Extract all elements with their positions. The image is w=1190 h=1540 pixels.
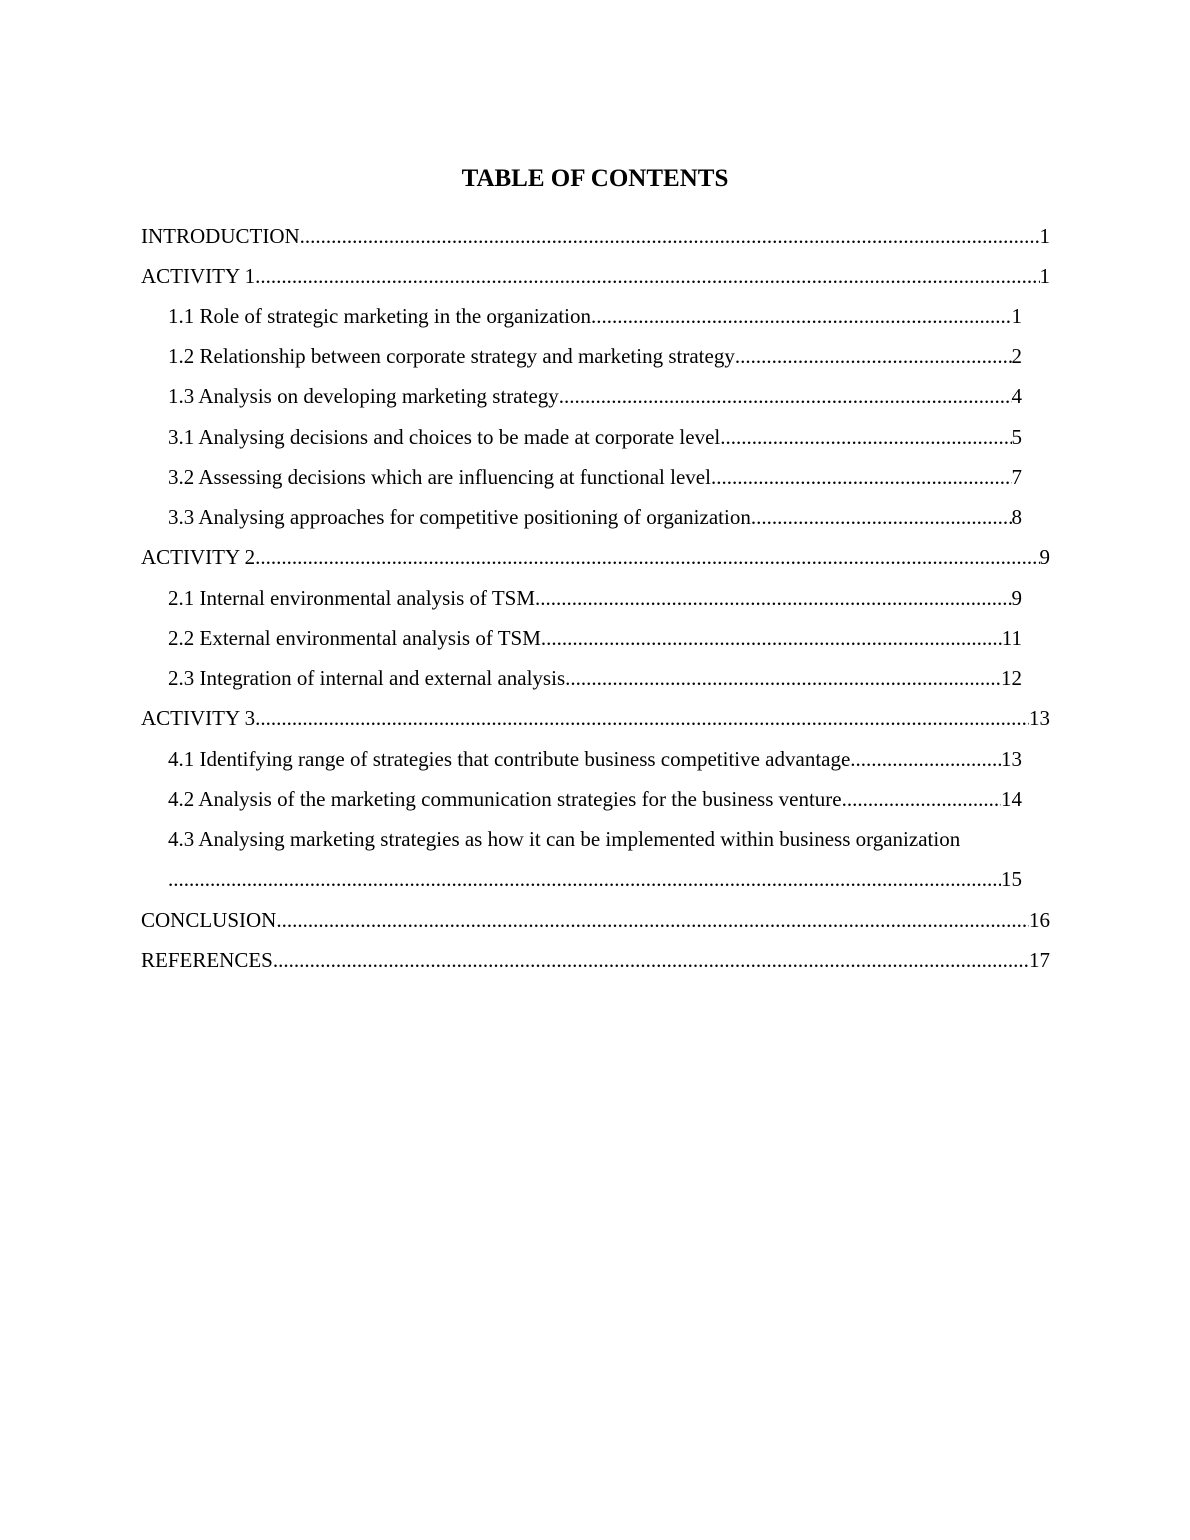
toc-entry-page: 2 (1011, 344, 1022, 368)
toc-entry-page: 8 (1011, 505, 1022, 529)
dot-leader (751, 502, 1012, 532)
toc-entry-page: 13 (1029, 706, 1050, 730)
toc-entry-label: ACTIVITY 2 (141, 545, 256, 569)
toc-entry-label: 3.1 Analysing decisions and choices to be made at corporate level (168, 425, 721, 449)
toc-entry-page: 12 (1001, 666, 1022, 690)
toc-entry-page: 7 (1011, 465, 1022, 489)
toc-entry-activity-2[interactable] (141, 542, 1050, 572)
toc-entry-label: 3.3 Analysing approaches for competitive positioning of organization (168, 505, 751, 529)
toc-entry-label: 1.2 Relationship between corporate strategy and marketing strategy (168, 344, 735, 368)
toc-entry-label: 1.1 Role of strategic marketing in the organization (168, 304, 591, 328)
toc-entry-label: REFERENCES (141, 948, 273, 972)
dot-leader (168, 864, 1001, 894)
dot-leader (255, 542, 1039, 572)
toc-entry-1-1[interactable] (168, 301, 1022, 331)
toc-entry-page: 9 (1011, 586, 1022, 610)
toc-entry-4-1[interactable] (168, 744, 1022, 774)
dot-leader (591, 301, 1012, 331)
toc-entry-introduction[interactable] (141, 221, 1050, 251)
toc-entry-page: 11 (1001, 626, 1022, 650)
toc-entry-2-3[interactable] (168, 663, 1022, 693)
toc-entry-page: 15 (1001, 867, 1022, 891)
toc-entry-label: CONCLUSION (141, 908, 277, 932)
page-title: TABLE OF CONTENTS (461, 165, 729, 192)
dot-leader (720, 422, 1011, 452)
toc-entry-label: 2.2 External environmental analysis of TSM (168, 626, 541, 650)
toc-entry-4-3[interactable] (168, 824, 1058, 854)
toc-entry-label: 3.2 Assessing decisions which are influencing at functional level (168, 465, 711, 489)
dot-leader (276, 905, 1029, 935)
dot-leader (541, 623, 1002, 653)
toc-entry-page: 1 (1039, 264, 1050, 288)
dot-leader (735, 341, 1012, 371)
toc-entry-page: 1 (1011, 304, 1022, 328)
toc-entry-3-2[interactable] (168, 462, 1022, 492)
toc-entry-label: 4.1 Identifying range of strategies that contribute business competitive advantage (168, 747, 851, 771)
toc-entry-label: 1.3 Analysis on developing marketing strategy (168, 384, 559, 408)
toc-entry-label: ACTIVITY 1 (141, 264, 256, 288)
toc-entry-label: 2.3 Integration of internal and external analysis (168, 666, 566, 690)
toc-entry-4-3-continuation[interactable] (168, 864, 1022, 894)
toc-entry-page: 16 (1029, 908, 1050, 932)
toc-entry-3-1[interactable] (168, 422, 1022, 452)
toc-entry-label: INTRODUCTION (141, 224, 300, 248)
toc-entry-label: 4.2 Analysis of the marketing communication strategies for the business venture (168, 787, 842, 811)
toc-entry-page: 14 (1001, 787, 1022, 811)
toc-entry-1-3[interactable] (168, 381, 1022, 411)
toc-entry-4-2[interactable] (168, 784, 1022, 814)
toc-entry-page: 1 (1039, 224, 1050, 248)
dot-leader (255, 261, 1039, 291)
dot-leader (842, 784, 1001, 814)
toc-entry-references[interactable] (141, 945, 1050, 975)
toc-entry-label: 4.3 Analysing marketing strategies as how it can be implemented within business organization (168, 827, 961, 851)
toc-entry-activity-3[interactable] (141, 703, 1050, 733)
dot-leader (711, 462, 1012, 492)
toc-entry-2-2[interactable] (168, 623, 1022, 653)
toc-entry-activity-1[interactable] (141, 261, 1050, 291)
dot-leader (565, 663, 1001, 693)
toc-entry-page: 4 (1011, 384, 1022, 408)
dot-leader (850, 744, 1001, 774)
toc-entry-label: 2.1 Internal environmental analysis of TSM (168, 586, 536, 610)
toc-entry-page: 13 (1001, 747, 1022, 771)
toc-entry-page: 17 (1029, 948, 1050, 972)
dot-leader (255, 703, 1029, 733)
dot-leader (535, 583, 1011, 613)
toc-entry-page: 9 (1039, 545, 1050, 569)
dot-leader (559, 381, 1012, 411)
toc-entry-conclusion[interactable] (141, 905, 1050, 935)
toc-entry-2-1[interactable] (168, 583, 1022, 613)
toc-entry-3-3[interactable] (168, 502, 1022, 532)
dot-leader (273, 945, 1029, 975)
toc-entry-page: 5 (1011, 425, 1022, 449)
dot-leader (300, 221, 1040, 251)
toc-entry-label: ACTIVITY 3 (141, 706, 256, 730)
toc-entry-1-2[interactable] (168, 341, 1022, 371)
